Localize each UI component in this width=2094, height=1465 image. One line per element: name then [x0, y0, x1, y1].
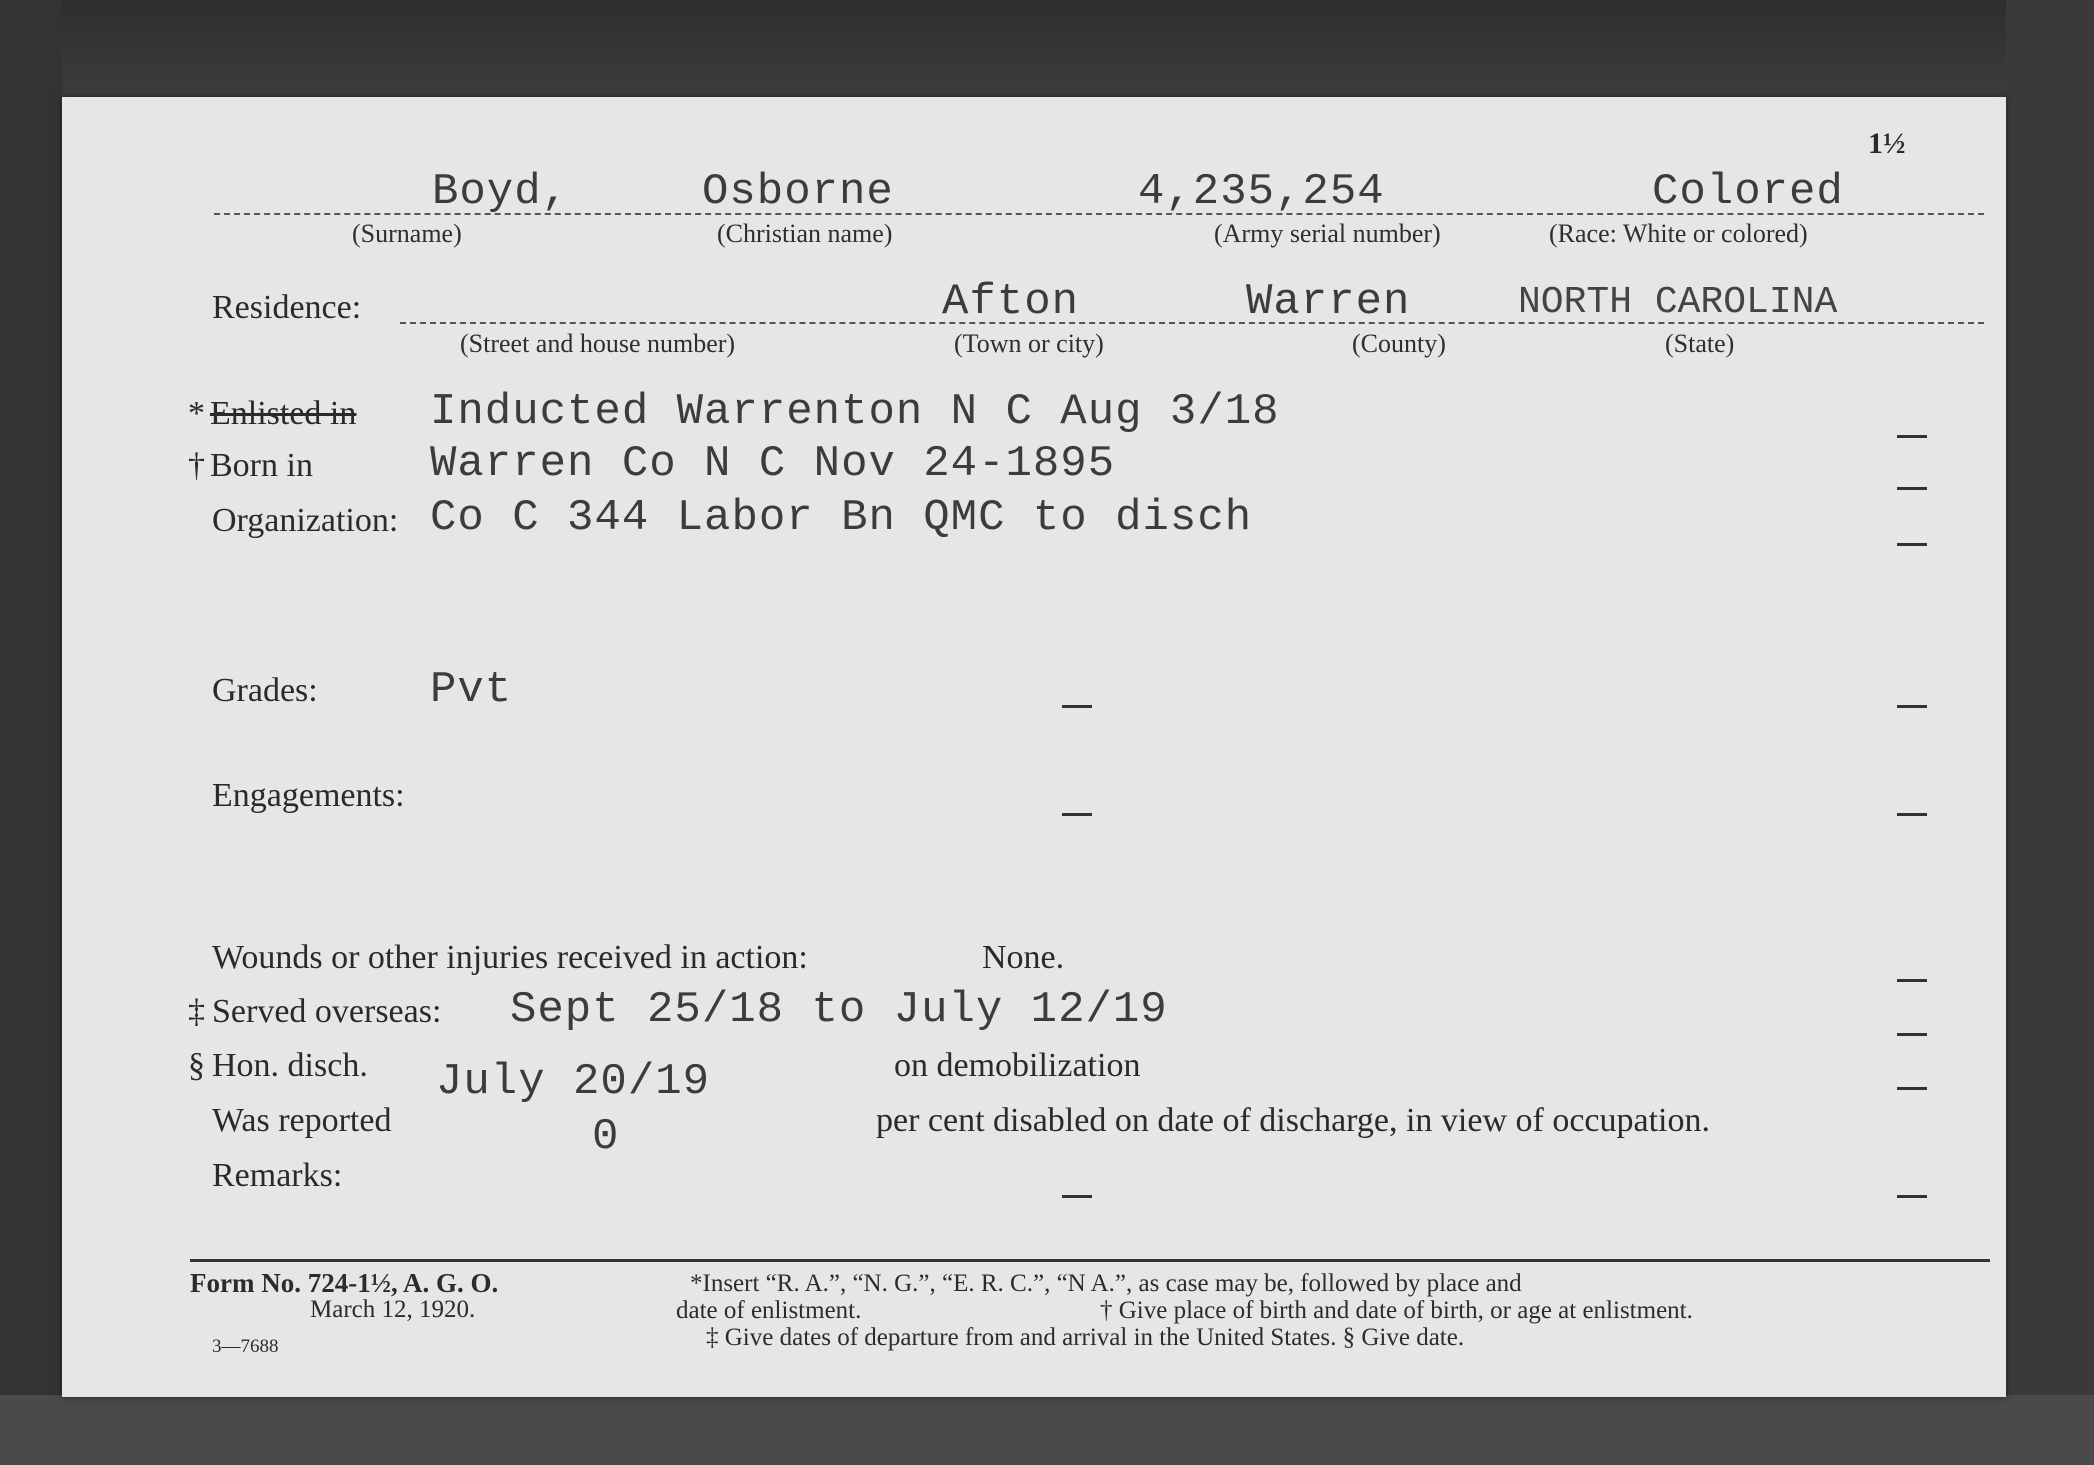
- residence-label: Residence:: [212, 289, 362, 326]
- enlisted-label: Enlisted in: [210, 395, 357, 432]
- overseas-label: Served overseas:: [212, 993, 442, 1030]
- grades-mid-dash: [1062, 705, 1092, 708]
- born-marker: †: [188, 447, 205, 484]
- christian-name-caption: (Christian name): [717, 219, 893, 248]
- born-value: Warren Co N C Nov 24-1895: [430, 439, 1116, 489]
- born-label: Born in: [210, 447, 313, 484]
- serial-number-value: 4,235,254: [1138, 167, 1385, 217]
- overseas-marker: ‡: [188, 993, 205, 1030]
- engagements-label: Engagements:: [212, 777, 405, 814]
- overseas-value: Sept 25/18 to July 12/19: [510, 985, 1168, 1035]
- discharge-value: July 20/19: [436, 1057, 711, 1107]
- engagements-mid-dash: [1062, 813, 1092, 816]
- form-number: Form No. 724-1½, A. G. O.: [190, 1268, 499, 1298]
- remarks-mid-dash: [1062, 1195, 1092, 1198]
- street-caption: (Street and house number): [460, 329, 736, 358]
- engagements-end-dash: [1897, 813, 1927, 816]
- organization-value: Co C 344 Labor Bn QMC to disch: [430, 493, 1253, 543]
- reported-label: Was reported: [212, 1102, 392, 1139]
- discharge-note: on demobilization: [894, 1047, 1141, 1084]
- footer-note-line1: *Insert “R. A.”, “N. G.”, “E. R. C.”, “N A.”, as case may be, followed by place and: [690, 1270, 1522, 1297]
- discharge-end-dash: [1897, 1087, 1927, 1090]
- residence-county-value: Warren: [1246, 277, 1411, 327]
- serial-number-caption: (Army serial number): [1214, 219, 1441, 248]
- organization-label: Organization:: [212, 502, 399, 539]
- discharge-marker: §: [188, 1047, 205, 1084]
- footer-note-line2b: † Give place of birth and date of birth, or age at enlistment.: [1100, 1297, 1693, 1324]
- footer-note-line3: ‡ Give dates of departure from and arrival in the United States. § Give date.: [706, 1324, 1465, 1351]
- service-record-card: [62, 97, 2006, 1397]
- enlisted-marker: *: [188, 395, 205, 432]
- born-end-dash: [1897, 487, 1927, 490]
- discharge-label: Hon. disch.: [212, 1047, 368, 1084]
- state-caption: (State): [1665, 329, 1735, 358]
- reported-value: 0: [592, 1112, 620, 1162]
- footer-note-line2a: date of enlistment.: [676, 1297, 862, 1324]
- christian-name-value: Osborne: [702, 167, 894, 217]
- race-caption: (Race: White or colored): [1549, 219, 1808, 248]
- surname-value: Boyd,: [432, 167, 570, 217]
- wounds-value: None.: [982, 939, 1065, 976]
- residence-town-value: Afton: [942, 277, 1080, 327]
- scanner-backdrop-right: [2006, 0, 2094, 1465]
- remarks-end-dash: [1897, 1195, 1927, 1198]
- residence-state-value: NORTH CAROLINA: [1518, 281, 1838, 324]
- surname-caption: (Surname): [352, 219, 462, 248]
- scanner-backdrop-left: [0, 0, 62, 1465]
- card-corner-number: 1½: [1868, 127, 1906, 160]
- grades-label: Grades:: [212, 672, 318, 709]
- town-caption: (Town or city): [954, 329, 1104, 358]
- wounds-label: Wounds or other injuries received in action:: [212, 939, 808, 976]
- remarks-label: Remarks:: [212, 1157, 343, 1194]
- organization-end-dash: [1897, 543, 1927, 546]
- print-code: 3—7688: [212, 1336, 279, 1357]
- footer-rule: [190, 1259, 1990, 1262]
- reported-note: per cent disabled on date of discharge, in view of occupation.: [876, 1102, 1710, 1139]
- scanner-backdrop-bottom: [0, 1395, 2094, 1465]
- scanner-backdrop-top: [0, 0, 2094, 100]
- overseas-end-dash: [1897, 1033, 1927, 1036]
- form-date: March 12, 1920.: [310, 1296, 476, 1323]
- enlisted-value: Inducted Warrenton N C Aug 3/18: [430, 387, 1280, 437]
- race-value: Colored: [1652, 167, 1844, 217]
- wounds-end-dash: [1897, 979, 1927, 982]
- county-caption: (County): [1352, 329, 1446, 358]
- enlisted-end-dash: [1897, 435, 1927, 438]
- grades-end-dash: [1897, 705, 1927, 708]
- grades-value: Pvt: [430, 665, 513, 715]
